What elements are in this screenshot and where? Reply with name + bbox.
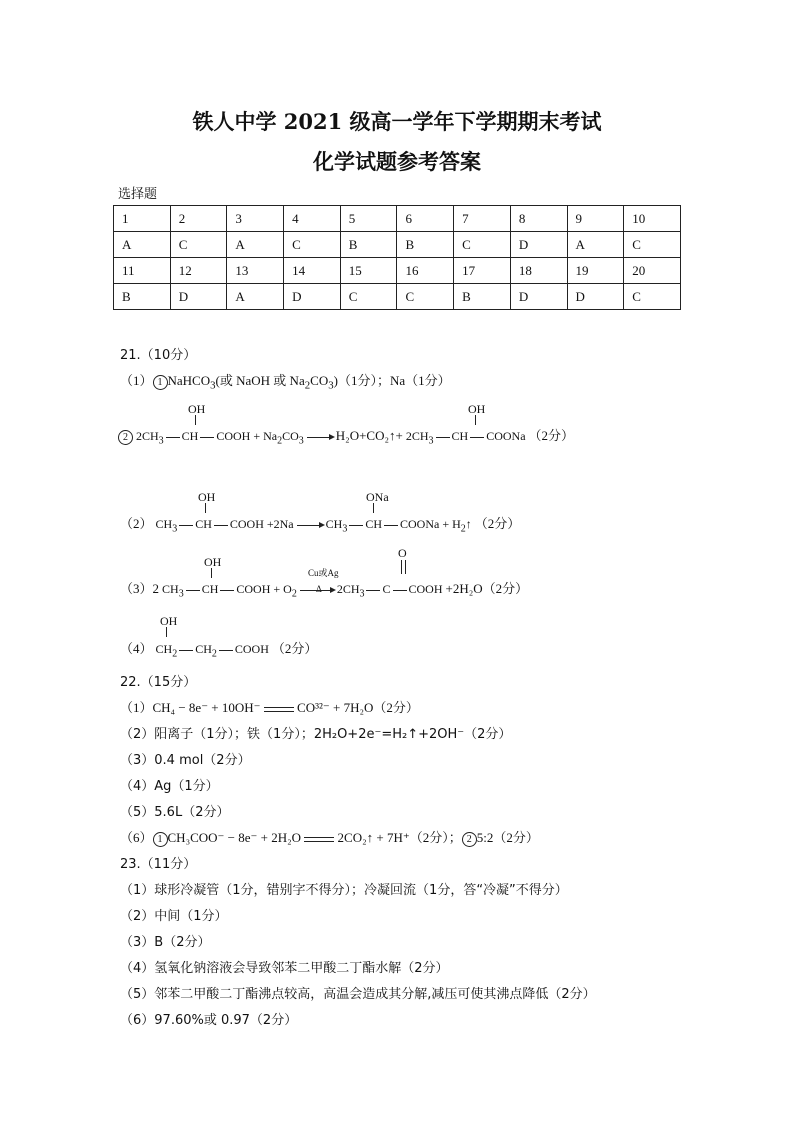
q23-line-5: （5）邻苯二甲酸二丁酯沸点较高，高温会造成其分解,减压可使其沸点降低（2分）	[120, 987, 596, 1002]
answer-table-cell: A	[114, 232, 171, 258]
bond-line	[366, 590, 380, 591]
gas-arrow: ↑	[465, 517, 472, 531]
document-title: 铁人中学 2021 级高一学年下学期期末考试	[192, 109, 602, 134]
formula-text: COOH	[236, 582, 271, 596]
document-subtitle: 化学试题参考答案	[313, 149, 481, 174]
formula-text: CH	[162, 582, 179, 596]
formula-text: CH	[365, 517, 382, 531]
answer-table-cell: C	[340, 284, 397, 310]
formula-text: + O	[273, 582, 292, 596]
answer-table-cell: 4	[284, 206, 341, 232]
bond-line	[349, 525, 363, 526]
q22-line-3: （3）0.4 mol（2分）	[120, 753, 251, 768]
answer-table-cell: 3	[227, 206, 284, 232]
q21-reaction-2	[118, 425, 574, 446]
formula-text: CH₃COO⁻ − 8e⁻ + 2H₂O	[167, 830, 302, 845]
oh-group: OH	[468, 402, 486, 416]
subscript: 2	[277, 435, 283, 447]
bond-line	[179, 525, 193, 526]
answer-table-cell: C	[170, 232, 227, 258]
subscript: 2	[291, 588, 297, 600]
q23-line-1: （1）球形冷凝管（1分，错别字不得分）；冷凝回流（1分，答“冷凝”不得分）	[120, 883, 568, 898]
vertical-bond	[195, 415, 196, 425]
answer-table-cell: 14	[284, 258, 341, 284]
answer-table-row	[114, 258, 681, 284]
subscript: 3	[328, 379, 334, 392]
bond-line	[219, 650, 233, 651]
q22-line-5: （5）5.6L（2分）	[120, 805, 230, 820]
formula-text: COONa + H	[399, 517, 461, 531]
reaction-arrow	[297, 525, 323, 526]
q23-line-4: （4）氢氧化钠溶液会导致邻苯二甲酸二丁酯水解（2分）	[120, 961, 449, 976]
formula-text: CH	[451, 429, 469, 443]
answer-table-cell: D	[284, 284, 341, 310]
answer-table-cell: 16	[397, 258, 454, 284]
subscript: 3	[158, 435, 164, 447]
score-text: （2分）	[271, 641, 318, 656]
subscript: 3	[359, 588, 365, 600]
answer-table-cell: 6	[397, 206, 454, 232]
answer-table-row	[114, 206, 681, 232]
answer-table-cell: 8	[510, 206, 567, 232]
score-text: （2分）	[528, 428, 575, 443]
formula-text: COOH	[234, 642, 269, 656]
q22-header: 22.（15分）	[120, 675, 197, 690]
circled-number: 1	[153, 375, 168, 390]
vertical-bond	[211, 568, 212, 578]
formula-text: CH	[195, 642, 212, 656]
subscript: 3	[172, 523, 178, 535]
answer-table-cell: 10	[624, 206, 681, 232]
formula-text: C	[382, 582, 391, 596]
answer-table-cell: 5	[340, 206, 397, 232]
formula-text: CO³²⁻ + 7H₂O（2分）	[297, 700, 419, 715]
circled-number: 2	[118, 430, 133, 445]
bond-line	[470, 437, 484, 438]
formula-text: CH	[181, 429, 199, 443]
bond-line	[200, 437, 214, 438]
bond-line	[384, 525, 398, 526]
part-prefix: （2）	[120, 516, 153, 531]
equals-sign	[304, 837, 334, 842]
answer-table-cell: 18	[510, 258, 567, 284]
circled-number: 1	[153, 832, 168, 847]
reaction-arrow	[307, 437, 333, 438]
answer-table-cell: D	[567, 284, 624, 310]
reaction-condition-top: Cu或Ag	[308, 568, 339, 578]
oh-group: OH	[188, 402, 206, 416]
formula-text: + Na	[253, 429, 278, 443]
formula-text: CO	[282, 429, 299, 443]
formula-text: 2	[336, 582, 343, 596]
answer-table-cell: C	[624, 232, 681, 258]
ona-group: ONa	[366, 490, 389, 504]
q21-reaction-part3	[120, 578, 528, 599]
answer-table-cell: D	[510, 284, 567, 310]
subscript: 2	[304, 379, 311, 392]
subscript: 2	[172, 648, 178, 660]
subscript: 2	[211, 648, 217, 660]
answer-table-cell: 15	[340, 258, 397, 284]
formula-text: CH	[155, 642, 173, 656]
formula-text: (或 NaOH 或 Na	[215, 373, 305, 388]
subscript: 3	[342, 523, 348, 535]
bond-line	[186, 590, 200, 591]
formula-text: 5:2（2分）	[476, 830, 539, 845]
formula-text: 2CH	[136, 429, 159, 443]
q23-line-2: （2）中间（1分）	[120, 909, 228, 924]
q23-line-6: （6）97.60%或 0.97（2分）	[120, 1013, 298, 1028]
answer-table-cell: 2	[170, 206, 227, 232]
bond-line	[179, 650, 193, 651]
answer-table-cell: D	[170, 284, 227, 310]
answer-table-cell: 1	[114, 206, 171, 232]
answer-table-cell: 11	[114, 258, 171, 284]
formula-text: COOH	[216, 429, 251, 443]
answer-table-cell: 13	[227, 258, 284, 284]
formula-text: CH	[195, 517, 212, 531]
subscript: 3	[298, 435, 304, 447]
vertical-bond	[373, 503, 374, 513]
bond-line	[393, 590, 407, 591]
answer-table-cell: C	[454, 232, 511, 258]
part-prefix: （4）	[120, 641, 153, 656]
bond-line	[214, 525, 228, 526]
answer-table-cell: 17	[454, 258, 511, 284]
formula-text: CH	[325, 517, 343, 531]
subscript: 2	[460, 523, 466, 535]
formula-text: COOH	[408, 582, 443, 596]
reaction-arrow	[300, 590, 334, 591]
part-prefix: （3）2	[120, 581, 160, 596]
answer-table-cell: C	[624, 284, 681, 310]
formula-text: CH	[155, 517, 173, 531]
subscript: 3	[428, 435, 434, 447]
oh-group: OH	[204, 555, 222, 569]
answer-table-cell: 20	[624, 258, 681, 284]
answer-table-cell: B	[397, 232, 454, 258]
q21-part1-prefix: （1）	[120, 373, 153, 388]
answer-table-cell: 9	[567, 206, 624, 232]
bond-line	[220, 590, 234, 591]
q23-header: 23.（11分）	[120, 857, 197, 872]
vertical-bond	[205, 503, 206, 513]
reaction-condition-bottom: Δ	[316, 584, 322, 594]
bond-line	[166, 437, 180, 438]
double-bond-left	[401, 560, 402, 574]
formula-text: CO	[310, 373, 329, 388]
formula-text: （1）CH₄ − 8e⁻ + 10OH⁻	[120, 700, 261, 715]
q21-part4	[120, 638, 317, 659]
answer-table	[113, 205, 681, 310]
formula-text: H₂O+CO₂↑+	[335, 428, 403, 443]
formula-text: +2Na	[266, 517, 294, 531]
formula-text: CH	[201, 582, 219, 596]
equals-sign	[264, 707, 294, 712]
choice-section-label: 选择题	[118, 187, 158, 202]
vertical-bond	[166, 627, 167, 637]
answer-table-cell: A	[227, 232, 284, 258]
answer-table-cell: B	[114, 284, 171, 310]
score-text: （2分）	[474, 516, 521, 531]
answer-table-cell: 7	[454, 206, 511, 232]
formula-text: CH	[342, 582, 360, 596]
answer-table-cell: B	[454, 284, 511, 310]
double-bond-right	[405, 560, 406, 574]
answer-table-cell: C	[284, 232, 341, 258]
vertical-bond	[475, 415, 476, 425]
answer-table-cell: 12	[170, 258, 227, 284]
formula-text: NaHCO	[167, 373, 211, 388]
answer-table-cell: A	[567, 232, 624, 258]
oh-group: OH	[198, 490, 216, 504]
q23-line-3: （3）B（2分）	[120, 935, 211, 950]
answer-table-cell: A	[227, 284, 284, 310]
circled-number: 2	[462, 832, 477, 847]
subscript: 3	[210, 379, 216, 392]
answer-table-row	[114, 284, 681, 310]
carbonyl-oxygen: O	[398, 546, 407, 560]
formula-text: COOH	[229, 517, 264, 531]
oh-group: OH	[160, 614, 178, 628]
formula-text: +2H₂O（2分）	[445, 581, 529, 596]
answer-table-cell: C	[397, 284, 454, 310]
formula-text: 2CO₂↑ + 7H⁺（2分）；	[337, 830, 462, 845]
q21-reaction-part2	[120, 513, 520, 534]
formula-text: COONa	[486, 429, 526, 443]
q22-line-2: （2）阳离子（1分）；铁（1分）；2H₂O+2e⁻=H₂↑+2OH⁻（2分）	[120, 727, 512, 742]
answer-table-row	[114, 232, 681, 258]
q22-line-6	[120, 827, 539, 847]
q21-header: 21.（10分）	[120, 348, 197, 363]
q22-line-1	[120, 697, 419, 716]
q22-line-4: （4）Ag（1分）	[120, 779, 219, 794]
answer-table-cell: B	[340, 232, 397, 258]
answer-table-cell: D	[510, 232, 567, 258]
bond-line	[436, 437, 450, 438]
part-prefix: （6）	[120, 830, 153, 845]
subscript: 3	[178, 588, 184, 600]
formula-text: 2CH	[405, 429, 429, 443]
formula-text: )（1分）；Na（1分）	[333, 373, 451, 388]
q21-part1	[120, 370, 451, 392]
answer-table-cell: 19	[567, 258, 624, 284]
